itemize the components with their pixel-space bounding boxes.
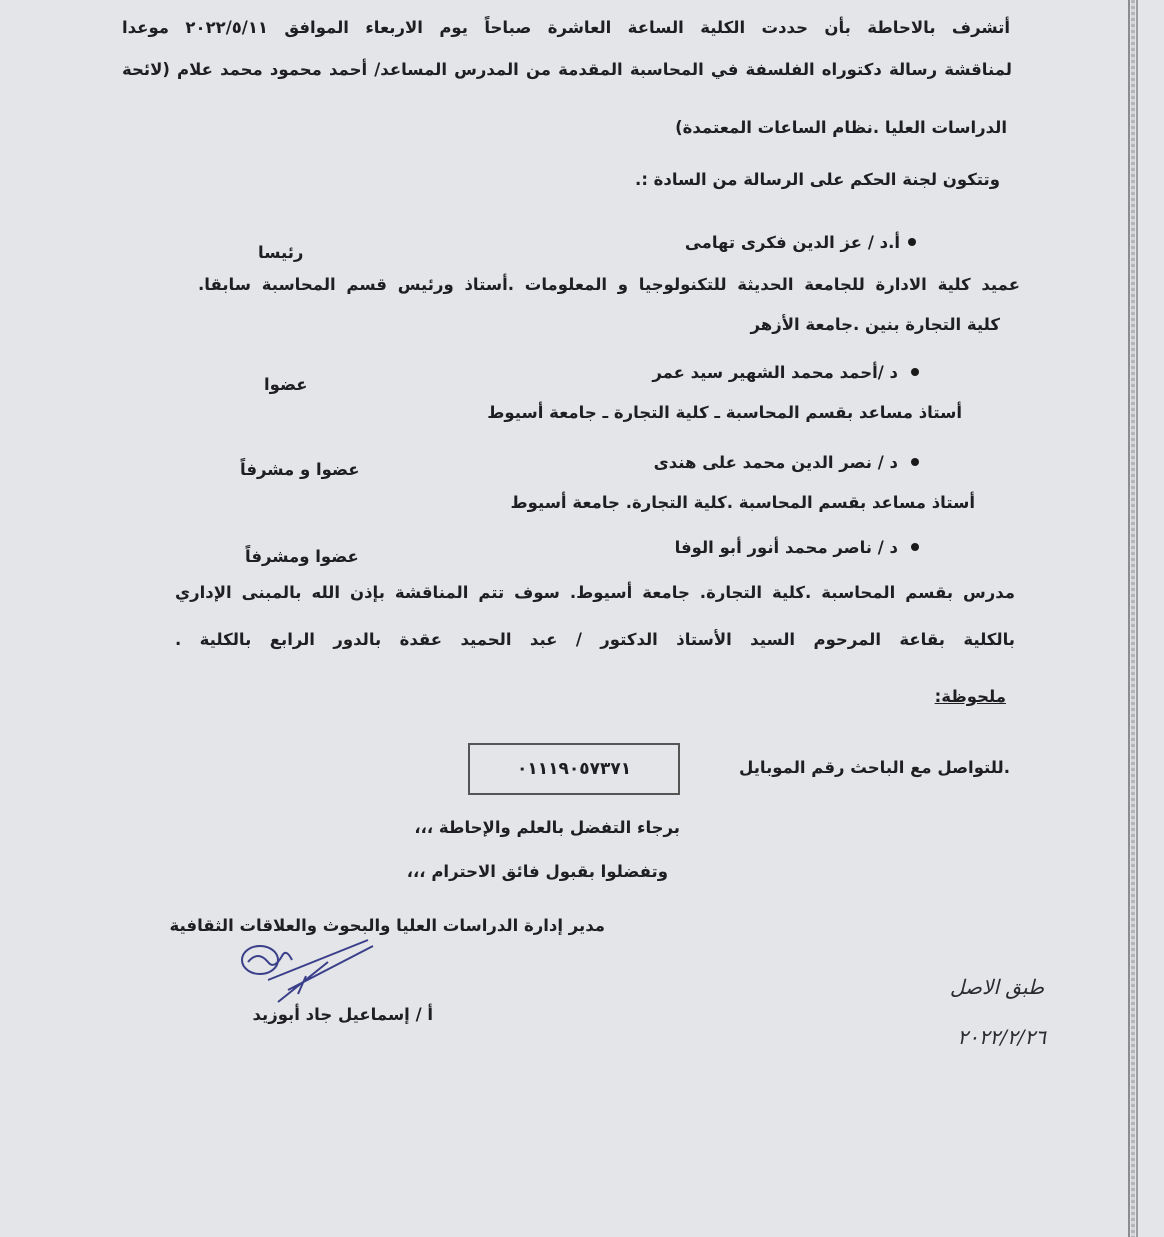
member-name: د / نصر الدين محمد على هندى xyxy=(653,453,898,472)
member-name: د /أحمد محمد الشهير سيد عمر xyxy=(652,363,898,382)
handwritten-note: طبق الاصل xyxy=(949,975,1044,999)
signature xyxy=(228,932,378,1012)
page-border-line xyxy=(1136,0,1138,1237)
member-details: أستاذ مساعد بقسم المحاسبة ـ كلية التجارة ـ جامعة أسيوط xyxy=(487,403,962,422)
signer-name: أ / إسماعيل جاد أبوزيد xyxy=(252,1005,433,1024)
contact-label: .للتواصل مع الباحث رقم الموبايل xyxy=(738,758,1010,777)
member-name: أ.د / عز الدين فكرى تهامى xyxy=(684,233,900,252)
handwritten-date: ٢٠٢٢/٢/٢٦ xyxy=(957,1025,1046,1049)
regards-line-1: برجاء التفضل بالعلم والإحاطة ،،، xyxy=(414,818,680,837)
bullet-icon xyxy=(911,543,919,551)
member-name: د / ناصر محمد أنور أبو الوفا xyxy=(674,538,898,557)
intro-line-3: الدراسات العليا .نظام الساعات المعتمدة) xyxy=(675,118,1007,137)
bullet-icon xyxy=(911,458,919,466)
page-border-pattern xyxy=(1131,0,1135,1237)
closing-line-1: مدرس بقسم المحاسبة .كلية التجارة. جامعة أسيوط. سوف تتم المناقشة بإذن الله بالمبنى الإداري xyxy=(175,583,1015,602)
member-role: رئيسا xyxy=(258,243,304,262)
member-role: عضوا xyxy=(264,375,308,394)
signer-title: مدير إدارة الدراسات العليا والبحوث والعلاقات الثقافية xyxy=(169,916,605,935)
member-details: عميد كلية الادارة للجامعة الحديثة للتكنولوجيا و المعلومات .أستاذ ورئيس قسم المحاسبة سابقا. xyxy=(198,275,1020,294)
committee-intro: وتتكون لجنة الحكم على الرسالة من السادة :. xyxy=(635,170,1000,189)
regards-line-2: وتفضلوا بقبول فائق الاحترام ،،، xyxy=(406,862,668,881)
phone-number-box xyxy=(468,743,680,795)
intro-line-2: لمناقشة رسالة دكتوراه الفلسفة في المحاسبة المقدمة من المدرس المساعد/ أحمد محمود محمد علام (لائحة xyxy=(122,60,1012,79)
bullet-icon xyxy=(911,368,919,376)
member-details: أستاذ مساعد بقسم المحاسبة .كلية التجارة. جامعة أسيوط xyxy=(510,493,975,512)
page-border-line xyxy=(1128,0,1130,1237)
closing-line-2: بالكلية بقاعة المرحوم السيد الأستاذ الدكتور / عبد الحميد عقدة بالدور الرابع بالكلية . xyxy=(175,630,1015,649)
phone-number: ٠١١١٩٠٥٧٣٧١ xyxy=(516,759,632,779)
bullet-icon xyxy=(908,238,916,246)
intro-line-1: أتشرف بالاحاطة بأن حددت الكلية الساعة العاشرة صباحاً يوم الاربعاء الموافق ٢٠٢٢/٥/١١ موعدا xyxy=(122,18,1011,37)
member-details: كلية التجارة بنين .جامعة الأزهر xyxy=(750,315,1000,334)
note-label: ملحوظة: xyxy=(934,687,1006,706)
member-role: عضوا ومشرفاً xyxy=(245,547,359,566)
member-role: عضوا و مشرفاً xyxy=(240,460,360,479)
